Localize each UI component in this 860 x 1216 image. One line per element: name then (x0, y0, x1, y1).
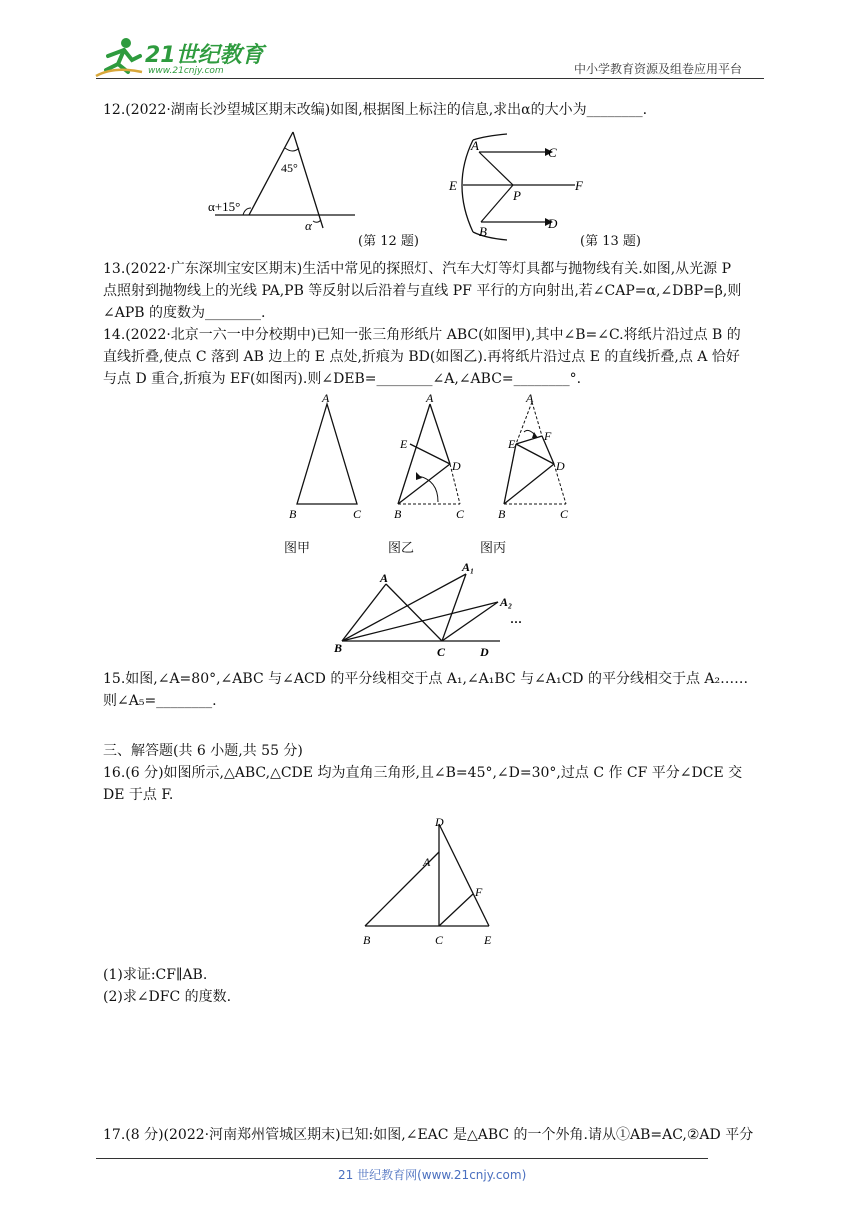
caption-jia: 图甲 (284, 541, 311, 556)
question-13-line1: 13.(2022·广东深圳宝安区期末)生活中常见的探照灯、汽车大灯等灯具都与抛物线有关.如图,从光源 P (103, 261, 732, 277)
header-rule (96, 78, 764, 79)
logo-runner-icon (94, 36, 144, 78)
caption-12: (第 12 题) (358, 234, 419, 249)
label-alpha15: α+15° (208, 199, 241, 214)
svg-text:C: C (353, 507, 362, 521)
figure-14-yi (388, 392, 478, 522)
svg-text:A: A (322, 392, 330, 405)
svg-text:E: E (508, 437, 516, 451)
question-14-line2: 直线折叠,使点 C 落到 AB 边上的 E 点处,折痕为 BD(如图乙).再将纸片沿过点 E 的直线折叠,点 A 恰好 (103, 349, 740, 365)
caption-yi: 图乙 (388, 541, 415, 556)
question-16-part2: (2)求∠DFC 的度数. (103, 989, 232, 1005)
logo-text: 21世纪教育 (145, 43, 264, 68)
figure-16 (355, 814, 505, 954)
svg-text:C: C (456, 507, 465, 521)
logo-url: www.21cnjy.com (148, 66, 224, 76)
question-13-line3: ∠APB 的度数为________. (103, 305, 266, 321)
svg-text:F: F (544, 429, 552, 443)
question-15-line2: 则∠A₅=________. (103, 693, 217, 709)
svg-text:C: C (437, 645, 446, 659)
svg-text:D: D (480, 645, 489, 659)
svg-text:B: B (394, 507, 402, 521)
label-45: 45° (281, 161, 298, 175)
site-name: 中小学教育资源及组卷应用平台 (574, 62, 743, 76)
question-14-line1: 14.(2022·北京一六一中分校期中)已知一张三角形纸片 ABC(如图甲),其中∠B=∠C.将纸片沿过点 B 的 (103, 327, 741, 343)
figure-12 (205, 128, 365, 246)
svg-text:B: B (289, 507, 297, 521)
svg-text:F: F (575, 178, 583, 193)
svg-text:D: D (556, 459, 565, 473)
svg-text:B: B (498, 507, 506, 521)
figure-14-jia (285, 392, 375, 522)
svg-text:B: B (363, 933, 371, 947)
svg-text:B: B (334, 641, 343, 655)
caption-13: (第 13 题) (580, 234, 641, 249)
svg-text:E: E (400, 437, 408, 451)
footer-rule (96, 1158, 708, 1159)
svg-text:C: C (435, 933, 444, 947)
svg-text:···: ··· (510, 615, 523, 629)
label-alpha: α (305, 218, 312, 233)
svg-text:E: E (449, 178, 457, 193)
svg-text:D: D (452, 459, 461, 473)
svg-text:A₁: A₁ (462, 560, 475, 574)
question-16-part1: (1)求证:CF∥AB. (103, 967, 208, 983)
figure-13 (445, 130, 595, 242)
figure-15 (330, 556, 530, 660)
question-17-line1: 17.(8 分)(2022·河南郑州管城区期末)已知:如图,∠EAC 是△ABC 的一个外角.请从①AB=AC,②AD 平分 (103, 1127, 754, 1143)
svg-text:C: C (560, 507, 569, 521)
question-16-line2: DE 于点 F. (103, 787, 174, 803)
svg-text:A: A (423, 855, 431, 869)
caption-bing: 图丙 (480, 541, 507, 556)
svg-text:P: P (513, 188, 521, 203)
svg-text:A: A (426, 392, 434, 405)
svg-text:A: A (471, 138, 479, 153)
svg-text:F: F (475, 885, 483, 899)
question-13-line2: 点照射到抛物线上的光线 PA,PB 等反射以后沿着与直线 PF 平行的方向射出,若∠CAP=α,∠DBP=β,则 (103, 283, 742, 299)
question-12-text: 12.(2022·湖南长沙望城区期末改编)如图,根据图上标注的信息,求出α的大小为________. (103, 102, 648, 118)
question-15-line1: 15.如图,∠A=80°,∠ABC 与∠ACD 的平分线相交于点 A₁,∠A₁BC 与∠A₁CD 的平分线相交于点 A₂…… (103, 671, 749, 687)
svg-text:A: A (380, 571, 389, 585)
svg-text:E: E (484, 933, 492, 947)
footer-text: 21 世纪教育网(www.21cnjy.com) (338, 1168, 527, 1182)
header (0, 0, 860, 80)
svg-text:A₂: A₂ (500, 595, 513, 609)
svg-text:B: B (479, 224, 487, 239)
figure-14-bing (494, 392, 584, 522)
svg-text:D: D (435, 815, 444, 829)
svg-text:D: D (548, 216, 558, 231)
section-3-title: 三、解答题(共 6 小题,共 55 分) (103, 743, 303, 759)
svg-text:A: A (526, 392, 534, 405)
question-14-line3: 与点 D 重合,折痕为 EF(如图丙).则∠DEB=________∠A,∠ABC=________°. (103, 371, 582, 387)
svg-text:C: C (548, 145, 557, 160)
question-16-line1: 16.(6 分)如图所示,△ABC,△CDE 均为直角三角形,且∠B=45°,∠D=30°,过点 C 作 CF 平分∠DCE 交 (103, 765, 743, 781)
